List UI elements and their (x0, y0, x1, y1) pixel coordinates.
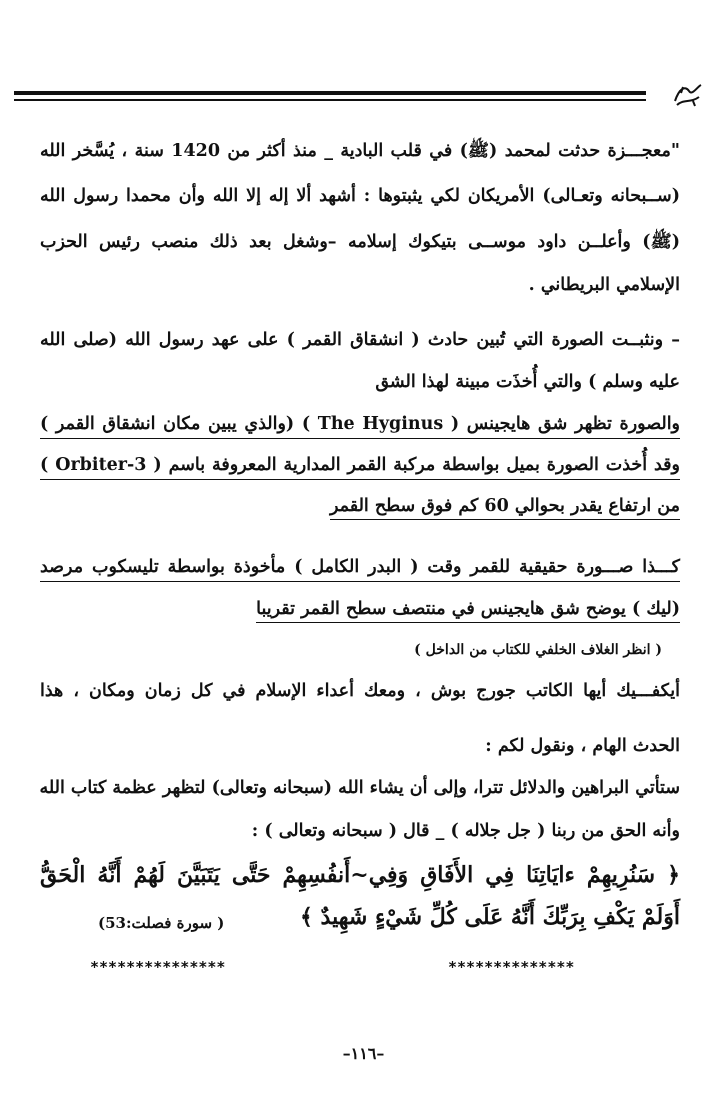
stars-divider-right: ************** (448, 958, 575, 976)
stars-divider-left: *************** (90, 958, 226, 976)
quran-verse-line1: ﴿ سَنُرِيهِمْ ءايَاتِنَا فِي الأَفَاقِ وَفِي~أَنفُسِهِمْ حَتَّى يَتَبَيَّنَ لَهُمْ أَنَّهُ الْحَقُّ (40, 862, 680, 888)
para1-line4: الإسلامي البريطاني . (528, 275, 680, 295)
para3-line3-text: من ارتفاع يقدر بحوالي 60 كم فوق سطح القمر (330, 493, 680, 520)
quran-verse-line2 (40, 900, 680, 934)
header-rule-thick (14, 91, 646, 95)
note-line (40, 636, 680, 663)
para1-line2: (ســبحانه وتعـالى) الأمريكان لكي يثبتوها : أشهد ألا إله إلا الله وأن محمدا رسول الله (40, 186, 680, 206)
page-number: –١١٦– (342, 1044, 385, 1063)
para3-line3 (40, 493, 680, 520)
header-rule-thin (14, 99, 646, 101)
para3-line2: وقد أُخذت الصورة بميل بواسطة مركبة القمر المدارية المعروفة باسم ( Orbiter-3 ) (40, 452, 680, 480)
para5-line1: أيكفـــيك أيها الكاتب جورج بوش ، ومعك أعداء الإسلام في كل زمان ومكان ، هذا (40, 681, 680, 701)
prophet-seal-icon (671, 79, 705, 109)
para5-line4: وأنه الحق من ربنا ( جل جلاله ) _ قال ( سبحانه وتعالى ) : (251, 821, 680, 841)
quran-verse-line2-text: أَوَلَمْ يَكْفِ بِرَبِّكَ أَنَّهُ عَلَى كُلِّ شَيْءٍ شَهِيدٌ ﴾ (299, 904, 680, 930)
para5-line3: ستأتي البراهين والدلائل تترا، وإلى أن يشاء الله (سبحانه وتعالى) لتظهر عظمة كتاب الله (39, 778, 680, 798)
para2-line2: عليه وسلم ) والتي أُخذَت مبينة لهذا الشق (375, 372, 680, 392)
para5-line2: الحدث الهام ، ونقول لكم : (485, 736, 680, 756)
surah-reference: ( سورة فصلت:53) (98, 914, 225, 932)
para4-line2-text: (ليك ) يوضح شق هايجينس في منتصف سطح القمر تقريبا (256, 596, 680, 623)
para1-line1: "معجـــزة حدثت لمحمد (ﷺ) في قلب البادية _ منذ أكثر من 1420 سنة ، يُسَّخر الله (40, 141, 680, 161)
para4-line1: كـــذا صـــورة حقيقية للقمر وقت ( البدر الكامل ) مأخوذة بواسطة تليسكوب مرصد (40, 554, 680, 582)
back-cover-note: ( انظر الغلاف الخلفي للكتاب من الداخل ) (414, 642, 662, 658)
para2-line1: – ونثبــت الصورة التي تُبين حادث ( انشقاق القمر ) على عهد رسول الله (صلى الله (40, 330, 680, 350)
para1-line3: (ﷺ) وأعلــن داود موســى بتيكوك إسلامه –وشغل بعد ذلك منصب رئيس الحزب (40, 232, 680, 252)
para4-line2 (40, 596, 680, 623)
para3-line1: والصورة تظهر شق هايجينس ( The Hyginus ) (والذي يبين مكان انشقاق القمر ) (40, 411, 680, 439)
